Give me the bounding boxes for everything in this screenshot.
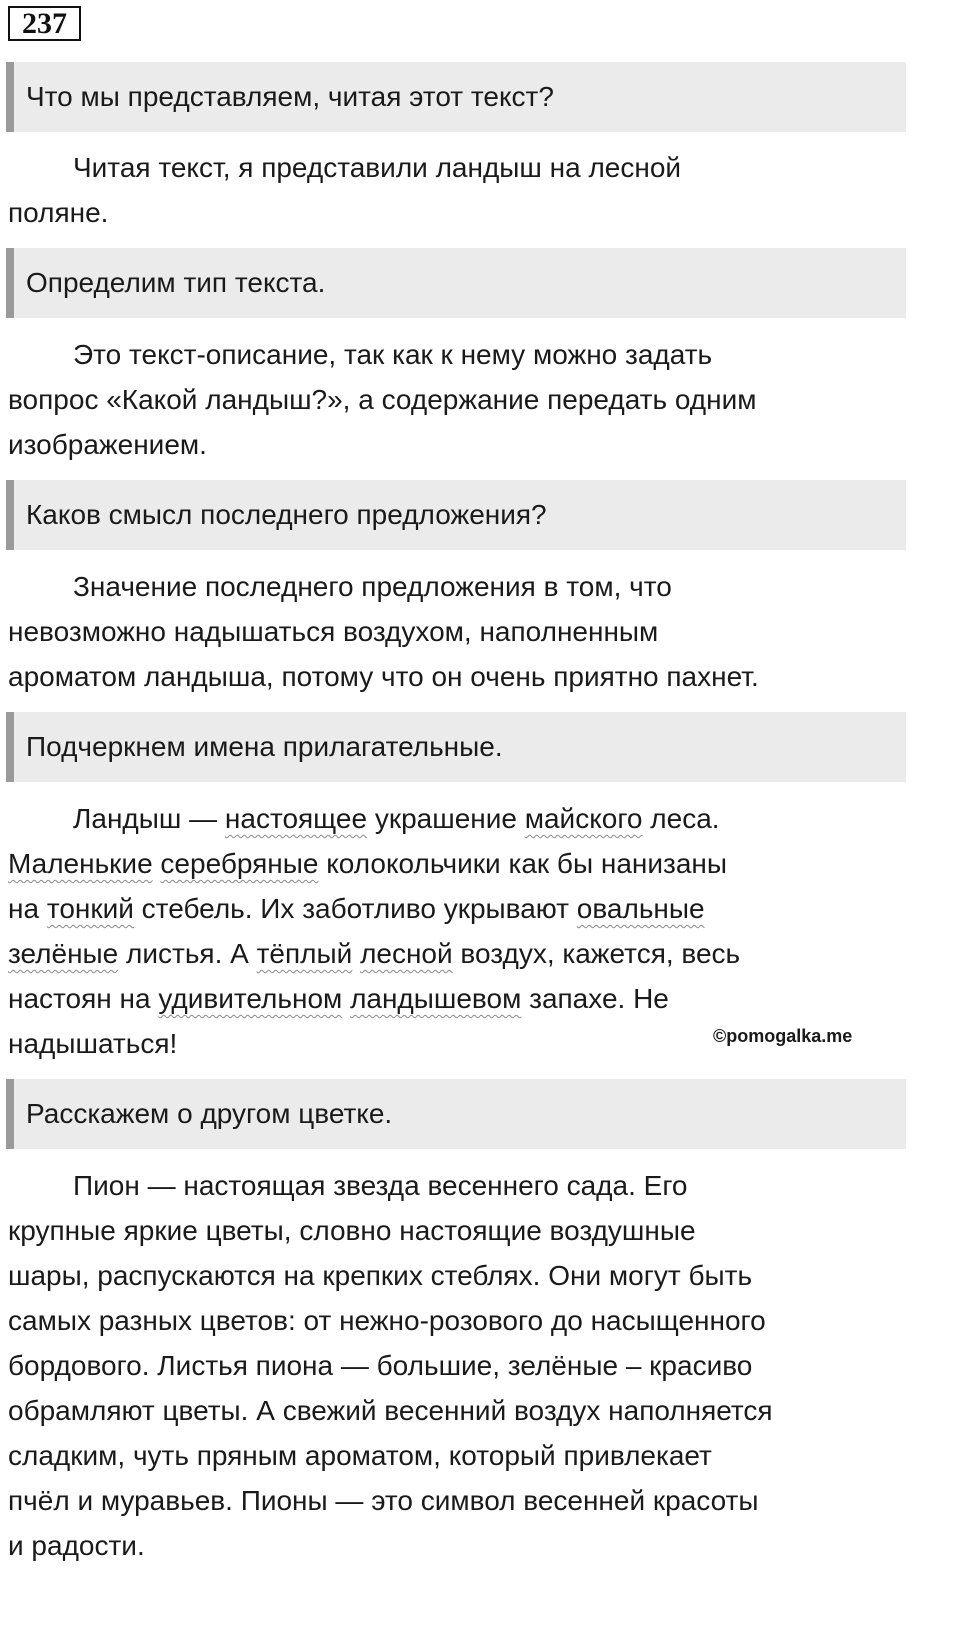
answer-5-line: бордового. Листья пиона — большие, зелёные – красиво <box>8 1350 753 1381</box>
answer-2 <box>8 332 908 467</box>
answer-5-line: самых разных цветов: от нежно-розового до насыщенного <box>8 1305 766 1336</box>
answer-1 <box>8 145 908 235</box>
answer-5-line: сладким, чуть пряным ароматом, который привлекает <box>8 1440 712 1471</box>
underlined-adjective: тёплый <box>256 938 353 969</box>
adjective-text-line <box>8 931 908 976</box>
question-4: Подчеркнем имена прилагательные. <box>6 712 906 782</box>
answer-3-line: ароматом ландыша, потому что он очень приятно пахнет. <box>8 661 759 692</box>
underlined-adjective: Маленькие <box>8 848 153 879</box>
answer-5-line: Пион — настоящая звезда весеннего сада. Его <box>73 1170 688 1201</box>
text-segment <box>342 983 350 1014</box>
text-segment: Ландыш — <box>73 803 225 834</box>
text-segment: настоян на <box>8 983 159 1014</box>
answer-5 <box>8 1163 908 1568</box>
answer-5-line: и радости. <box>8 1530 145 1561</box>
answer-2-line: изображением. <box>8 429 207 460</box>
answer-2-line: Это текст-описание, так как к нему можно задать <box>73 339 713 370</box>
underlined-adjective: серебряные <box>160 848 319 879</box>
text-segment: на <box>8 893 47 924</box>
answer-3 <box>8 564 908 699</box>
question-3: Каков смысл последнего предложения? <box>6 480 906 550</box>
answer-3-line: невозможно надышаться воздухом, наполненным <box>8 616 659 647</box>
text-segment: надышаться! <box>8 1028 178 1059</box>
answer-5-line: крупные яркие цветы, словно настоящие воздушные <box>8 1215 696 1246</box>
underlined-adjective: удивительном <box>158 983 343 1014</box>
adjective-text-line <box>8 886 908 931</box>
answer-5-line: обрамляют цветы. А свежий весенний воздух наполняется <box>8 1395 773 1426</box>
underlined-adjective: овальные <box>576 893 705 924</box>
adjective-text-line <box>8 841 908 886</box>
task-number: 237 <box>8 6 81 41</box>
answer-5-line: пчёл и муравьев. Пионы — это символ весенней красоты <box>8 1485 759 1516</box>
underlined-adjective: тонкий <box>46 893 134 924</box>
text-segment: леса. <box>642 803 720 834</box>
adjective-text-line <box>8 976 908 1021</box>
answer-1-line: Читая текст, я представили ландыш на лесной <box>73 152 682 183</box>
text-segment: листья. А <box>118 938 257 969</box>
text-segment: колокольчики как бы нанизаны <box>318 848 727 879</box>
text-segment: воздух, кажется, весь <box>452 938 741 969</box>
answer-3-line: Значение последнего предложения в том, что <box>73 571 672 602</box>
question-5: Расскажем о другом цветке. <box>6 1079 906 1149</box>
answer-5-line: шары, распускаются на крепких стеблях. Они могут быть <box>8 1260 753 1291</box>
answer-1-line: поляне. <box>8 197 109 228</box>
underlined-adjective: настоящее <box>224 803 368 834</box>
adjective-text-line <box>8 796 908 841</box>
text-segment: запахе. Не <box>521 983 669 1014</box>
text-segment: украшение <box>367 803 525 834</box>
answer-2-line: вопрос «Какой ландыш?», а содержание передать одним <box>8 384 757 415</box>
watermark: ©pomogalka.me <box>713 1026 853 1046</box>
underlined-adjective: лесной <box>360 938 453 969</box>
text-segment <box>352 938 360 969</box>
underlined-adjective: ландышевом <box>350 983 522 1014</box>
question-2: Определим тип текста. <box>6 248 906 318</box>
text-segment: стебель. Их заботливо укрывают <box>133 893 577 924</box>
question-1: Что мы представляем, читая этот текст? <box>6 62 906 132</box>
underlined-adjective: майского <box>524 803 643 834</box>
underlined-adjective: зелёные <box>8 938 119 969</box>
